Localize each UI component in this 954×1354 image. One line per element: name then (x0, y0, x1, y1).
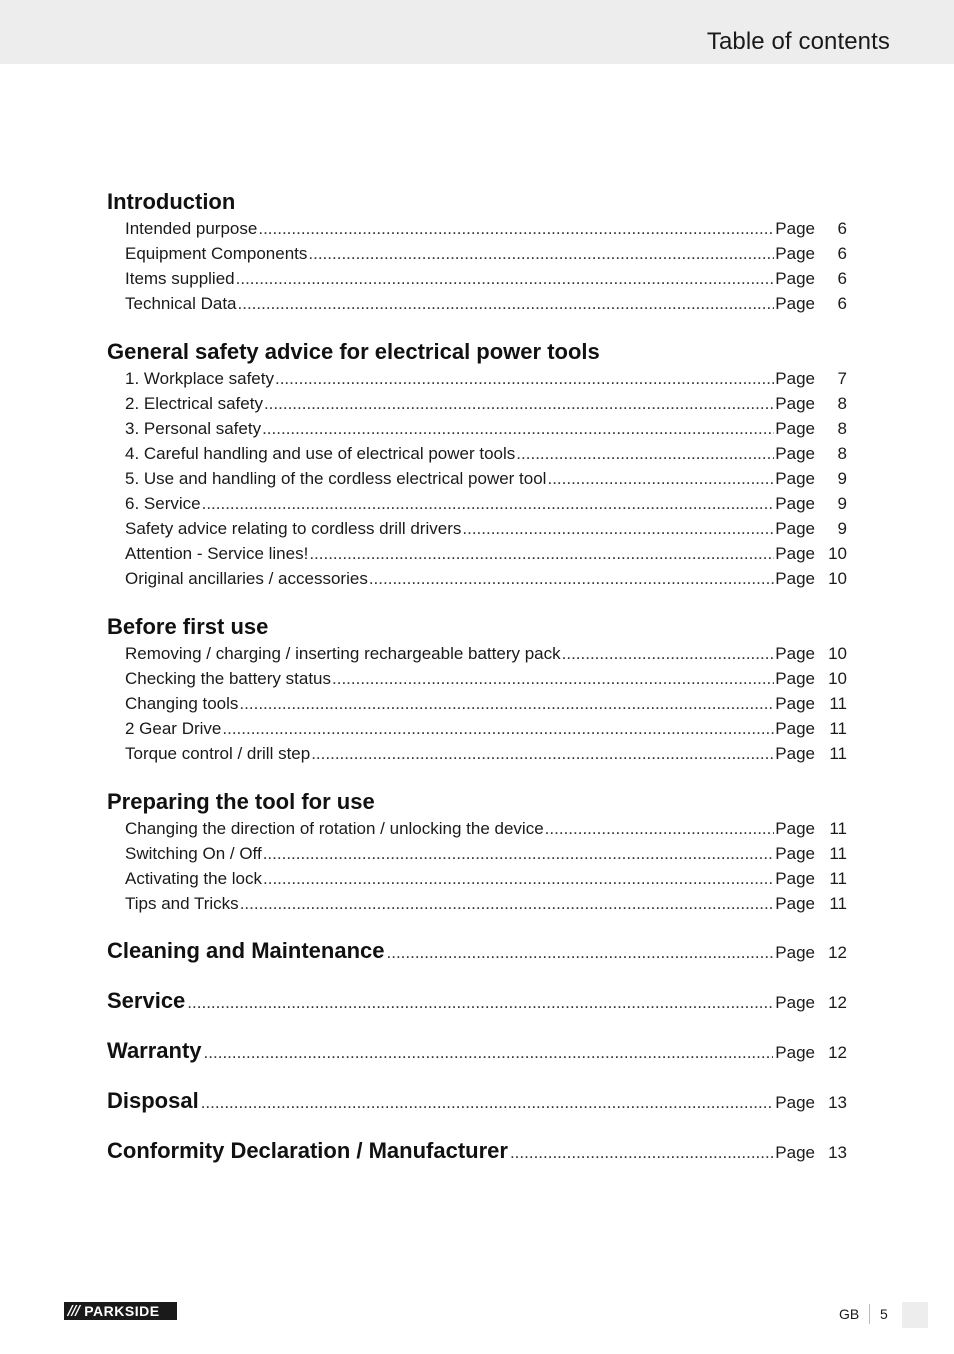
toc-entry-label: Equipment Components (125, 244, 308, 263)
toc-entry-label: 6. Service (125, 494, 201, 513)
toc-top-entry[interactable] (107, 1038, 847, 1066)
page-word: Page (775, 844, 815, 863)
page-number: 6 (837, 244, 847, 263)
toc-entry[interactable] (125, 369, 847, 391)
page-number: 12 (828, 1043, 847, 1062)
toc-entry-label: Activating the lock (125, 869, 263, 888)
page-number: 13 (828, 1093, 847, 1112)
toc-entry-label: 5. Use and handling of the cordless electrical power tool (125, 469, 547, 488)
section-title-general-safety: General safety advice for electrical power tools (107, 339, 600, 364)
page-number: 9 (837, 469, 847, 488)
page-word: Page (775, 819, 815, 838)
toc-entry[interactable] (125, 219, 847, 241)
page-word: Page (775, 219, 815, 238)
page-word: Page (775, 644, 815, 663)
dot-leader (238, 294, 775, 314)
toc-top-entry[interactable] (107, 1088, 847, 1116)
page-number: 11 (829, 869, 847, 888)
page-word: Page (775, 269, 815, 288)
page-number: 10 (828, 544, 847, 563)
toc-entry[interactable] (125, 269, 847, 291)
footer-tab (902, 1302, 928, 1328)
dot-leader (332, 669, 774, 689)
dot-leader (387, 943, 774, 963)
toc-entry[interactable] (125, 244, 847, 266)
footer-divider (869, 1304, 870, 1324)
toc-entry[interactable] (125, 744, 847, 766)
dot-leader (263, 844, 775, 864)
toc-top-entry-label: Service (107, 988, 186, 1013)
dot-leader (311, 744, 774, 764)
page-number: 7 (837, 369, 847, 388)
dot-leader (240, 894, 775, 914)
page-number: 11 (829, 819, 847, 838)
page-word: Page (775, 1143, 815, 1162)
page-number: 8 (837, 394, 847, 413)
toc-entry-label: Removing / charging / inserting rechargeable battery pack (125, 644, 561, 663)
toc-entry[interactable] (125, 394, 847, 416)
page-number: 11 (829, 894, 847, 913)
dot-leader (187, 993, 773, 1013)
dot-leader (309, 544, 774, 564)
page-word: Page (775, 694, 815, 713)
toc-entry-label: Tips and Tricks (125, 894, 239, 913)
section-title-introduction: Introduction (107, 189, 236, 214)
page-word: Page (775, 569, 815, 588)
page-number: 6 (837, 294, 847, 313)
page-number: 9 (837, 494, 847, 513)
page-word: Page (775, 469, 815, 488)
toc-entry[interactable] (125, 444, 847, 466)
toc-entry[interactable] (125, 894, 847, 916)
dot-leader (308, 244, 774, 264)
toc-top-entry[interactable] (107, 988, 847, 1016)
toc-entry-label: Changing tools (125, 694, 239, 713)
logo-slashes-icon: /// (68, 1303, 80, 1319)
page-number: 12 (828, 993, 847, 1012)
toc-entry-label: Intended purpose (125, 219, 258, 238)
page-number: 11 (829, 844, 847, 863)
page-number: 8 (837, 444, 847, 463)
page-number: 6 (837, 219, 847, 238)
toc-entry[interactable] (125, 494, 847, 516)
toc-entry-label: Checking the battery status (125, 669, 332, 688)
dot-leader (262, 419, 774, 439)
page-word: Page (775, 894, 815, 913)
page-number: 8 (837, 419, 847, 438)
dot-leader (562, 644, 775, 664)
dot-leader (545, 819, 775, 839)
toc-entry-label: 4. Careful handling and use of electrical power tools (125, 444, 516, 463)
page-word: Page (775, 719, 815, 738)
page-title: Table of contents (706, 28, 890, 55)
toc-entry-label: Attention - Service lines! (125, 544, 309, 563)
page-word: Page (775, 519, 815, 538)
dot-leader (547, 469, 774, 489)
page-number: 10 (828, 644, 847, 663)
page-number: 11 (829, 694, 847, 713)
dot-leader (201, 1093, 774, 1113)
toc-entry[interactable] (125, 569, 847, 591)
language-code: GB (839, 1306, 860, 1322)
toc-entry-label: Switching On / Off (125, 844, 262, 863)
toc-top-entry[interactable] (107, 1138, 847, 1166)
dot-leader (369, 569, 774, 589)
dot-leader (204, 1043, 774, 1063)
toc-entry-label: 3. Personal safety (125, 419, 262, 438)
dot-leader (258, 219, 774, 239)
brand-name: PARKSIDE (84, 1303, 160, 1319)
toc-entry[interactable] (125, 294, 847, 316)
toc-top-entry-label: Disposal (107, 1088, 199, 1113)
page-word: Page (775, 244, 815, 263)
page-word: Page (775, 369, 815, 388)
toc-entry-label: Items supplied (125, 269, 235, 288)
page-number: 11 (829, 744, 847, 763)
page-word: Page (775, 1093, 815, 1112)
dot-leader (222, 719, 774, 739)
toc-entry[interactable] (125, 669, 847, 691)
dot-leader (202, 494, 775, 514)
page-word: Page (775, 943, 815, 962)
toc-entry-label: Changing the direction of rotation / unlocking the device (125, 819, 544, 838)
section-title-preparing-tool: Preparing the tool for use (107, 789, 375, 814)
dot-leader (516, 444, 774, 464)
toc-entry[interactable] (125, 694, 847, 716)
dot-leader (236, 269, 775, 289)
toc-entry[interactable] (125, 719, 847, 741)
toc-top-entry-label: Conformity Declaration / Manufacturer (107, 1138, 508, 1163)
page-number: 10 (828, 669, 847, 688)
page-word: Page (775, 494, 815, 513)
dot-leader (263, 869, 774, 889)
toc-entry-label: Technical Data (125, 294, 237, 313)
toc-entry[interactable] (125, 644, 847, 666)
page-number: 9 (837, 519, 847, 538)
dot-leader (239, 694, 774, 714)
toc-entry[interactable] (125, 869, 847, 891)
toc-entry-label: Safety advice relating to cordless drill drivers (125, 519, 462, 538)
toc-entry[interactable] (125, 819, 847, 841)
toc-top-entry-label: Cleaning and Maintenance (107, 938, 385, 963)
dot-leader (510, 1143, 773, 1163)
page-word: Page (775, 444, 815, 463)
toc-entry[interactable] (125, 844, 847, 866)
page-word: Page (775, 1043, 815, 1062)
toc-entry[interactable] (125, 469, 847, 491)
page-word: Page (775, 869, 815, 888)
page-word: Page (775, 544, 815, 563)
page-number: 13 (828, 1143, 847, 1162)
page-number: 12 (828, 943, 847, 962)
page-word: Page (775, 669, 815, 688)
toc-entry-label: Torque control / drill step (125, 744, 311, 763)
toc-entry-label: 2 Gear Drive (125, 719, 222, 738)
page-word: Page (775, 993, 815, 1012)
toc-entry[interactable] (125, 544, 847, 566)
toc-entry-label: 2. Electrical safety (125, 394, 263, 413)
toc-top-entry[interactable] (107, 938, 847, 966)
toc-entry-label: Original ancillaries / accessories (125, 569, 368, 588)
brand-logo (64, 1302, 177, 1320)
page-number: 10 (828, 569, 847, 588)
page-word: Page (775, 294, 815, 313)
dot-leader (264, 394, 774, 414)
dot-leader (462, 519, 774, 539)
toc-entry[interactable] (125, 419, 847, 441)
dot-leader (275, 369, 774, 389)
page-word: Page (775, 419, 815, 438)
page-number: 11 (829, 719, 847, 738)
toc-top-entry-label: Warranty (107, 1038, 202, 1063)
toc-entry[interactable] (125, 519, 847, 541)
page-number: 6 (837, 269, 847, 288)
page-word: Page (775, 744, 815, 763)
toc-entry-label: 1. Workplace safety (125, 369, 274, 388)
section-title-before-first-use: Before first use (107, 614, 269, 639)
page-number-footer: 5 (880, 1306, 888, 1322)
page-word: Page (775, 394, 815, 413)
